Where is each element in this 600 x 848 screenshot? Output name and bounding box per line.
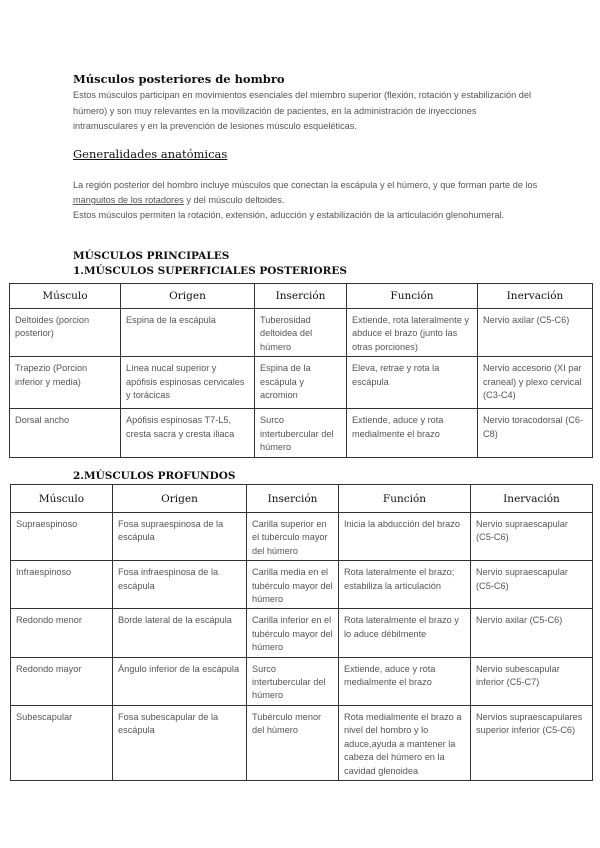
cell-musculo: Trapezio (Porcion inferior y media) (10, 357, 121, 409)
cell-funcion: Rota lateralmente el brazo y lo aduce débilmente (339, 609, 471, 657)
cell-inervacion: Nervio axilar (C5-C6) (478, 309, 593, 357)
table-row (11, 657, 593, 705)
cell-funcion: Extiende, rota lateralmente y abduce el brazo (junto las otras porciones) (347, 309, 478, 357)
cell-musculo: Redondo mayor (11, 657, 113, 705)
cell-origen: Línea nucal superior y apófisis espinosas cervicales y torácicas (121, 357, 255, 409)
cell-musculo: Dorsal ancho (10, 409, 121, 458)
table-row (11, 513, 593, 561)
cell-insercion: Carilla inferior en el tubérculo mayor del húmero (247, 609, 339, 657)
cell-inervacion: Nervio accesorio (XI par craneal) y plexo cervical (C3-C4) (478, 357, 593, 409)
cell-origen: Apófisis espinosas T7-L5, cresta sacra y cresta iliaca (121, 409, 255, 458)
header-inervacion: Inervación (478, 284, 593, 309)
cell-inervacion: Nervio subescapular inferior (C5-C7) (471, 657, 593, 705)
superficial-muscles-table (9, 283, 593, 458)
generalidades-paragraph-2: Estos músculos permiten la rotación, extensión, aducción y estabilización de la articulación glenohumeral. (73, 210, 505, 220)
intro-paragraph: Estos músculos participan en movimientos esenciales del miembro superior (flexión, rotación y estabilización del húmero) y son muy relevantes en la movilización de pacientes, en la administración de inyecciones intramusculares y en la prevención de lesiones músculo esqueléticas. (73, 90, 532, 131)
paragraph-text: y del músculo deltoides. (183, 195, 285, 205)
cell-musculo: Infraespinoso (11, 561, 113, 609)
cell-funcion: Extiende, aduce y rota medialmente el brazo (347, 409, 478, 458)
paragraph-text: La región posterior del hombro incluye músculos que conectan la escápula y el húmero, y que forman parte de los (73, 180, 538, 190)
cell-origen: Fosa subescapular de la escápula (113, 705, 247, 780)
cell-insercion: Carilla media en el tubérculo mayor del húmero (247, 561, 339, 609)
table-row (10, 309, 593, 357)
cell-inervacion: Nervio toracodorsal (C6-C8) (478, 409, 593, 458)
cell-funcion: Rota lateralmente el brazo; estabiliza la articulación (339, 561, 471, 609)
rotator-cuff-underlined-text: manguitos de los rotadores (73, 195, 184, 205)
deep-muscles-table (10, 484, 593, 781)
header-inervacion: Inervación (471, 485, 593, 513)
cell-insercion: Tuberosidad deltoidea del húmero (255, 309, 347, 357)
table-header-row (10, 284, 593, 309)
cell-musculo: Supraespinoso (11, 513, 113, 561)
cell-inervacion: Nervios supraescapulares superior inferior (C5-C6) (471, 705, 593, 780)
header-musculo: Músculo (10, 284, 121, 309)
cell-funcion: Extiende, aduce y rota medialmente el brazo (339, 657, 471, 705)
table-row (11, 561, 593, 609)
cell-insercion: Carilla superior en el tubérculo mayor del húmero (247, 513, 339, 561)
header-musculo: Músculo (11, 485, 113, 513)
table-row (11, 609, 593, 657)
cell-musculo: Redondo menor (11, 609, 113, 657)
superficial-section-title: 1.MÚSCULOS SUPERFICIALES POSTERIORES (73, 265, 347, 277)
generalidades-heading: Generalidades anatómicas (73, 147, 228, 161)
table-row (10, 409, 593, 458)
cell-funcion: Eleva, retrae y rota la escápula (347, 357, 478, 409)
cell-musculo: Deltoides (porcion posterior) (10, 309, 121, 357)
cell-origen: Ángulo inferior de la escápula (113, 657, 247, 705)
cell-insercion: Surco intertubercular del húmero (247, 657, 339, 705)
cell-insercion: Espina de la escápula y acromion (255, 357, 347, 409)
principal-muscles-heading (73, 249, 347, 279)
cell-origen: Fosa supraespinosa de la escápula (113, 513, 247, 561)
document-title: Músculos posteriores de hombro (73, 72, 285, 86)
header-insercion: Inserción (255, 284, 347, 309)
generalidades-paragraph-1 (73, 178, 543, 208)
header-funcion: Función (339, 485, 471, 513)
cell-inervacion: Nervio axilar (C5-C6) (471, 609, 593, 657)
cell-inervacion: Nervio supraescapular (C5-C6) (471, 561, 593, 609)
deep-section-title: 2.MÚSCULOS PROFUNDOS (73, 470, 236, 482)
generalidades-body (73, 178, 543, 223)
header-origen: Origen (121, 284, 255, 309)
cell-origen: Fosa infraespinosa de la escápula (113, 561, 247, 609)
header-origen: Origen (113, 485, 247, 513)
cell-funcion: Inicia la abducción del brazo (339, 513, 471, 561)
table-header-row (11, 485, 593, 513)
cell-origen: Borde lateral de la escápula (113, 609, 247, 657)
header-insercion: Inserción (247, 485, 339, 513)
cell-insercion: Tubérculo menor del húmero (247, 705, 339, 780)
cell-origen: Espina de la escápula (121, 309, 255, 357)
cell-musculo: Subescapular (11, 705, 113, 780)
cell-insercion: Surco intertubercular del húmero (255, 409, 347, 458)
table-row (11, 705, 593, 780)
cell-inervacion: Nervio supraescapular (C5-C6) (471, 513, 593, 561)
cell-funcion: Rota medialmente el brazo a nivel del hombro y lo aduce,ayuda a mantener la cabeza del húmero en la cavidad glenoidea (339, 705, 471, 780)
main-section-title: MÚSCULOS PRINCIPALES (73, 250, 230, 262)
header-funcion: Función (347, 284, 478, 309)
table-row (10, 357, 593, 409)
